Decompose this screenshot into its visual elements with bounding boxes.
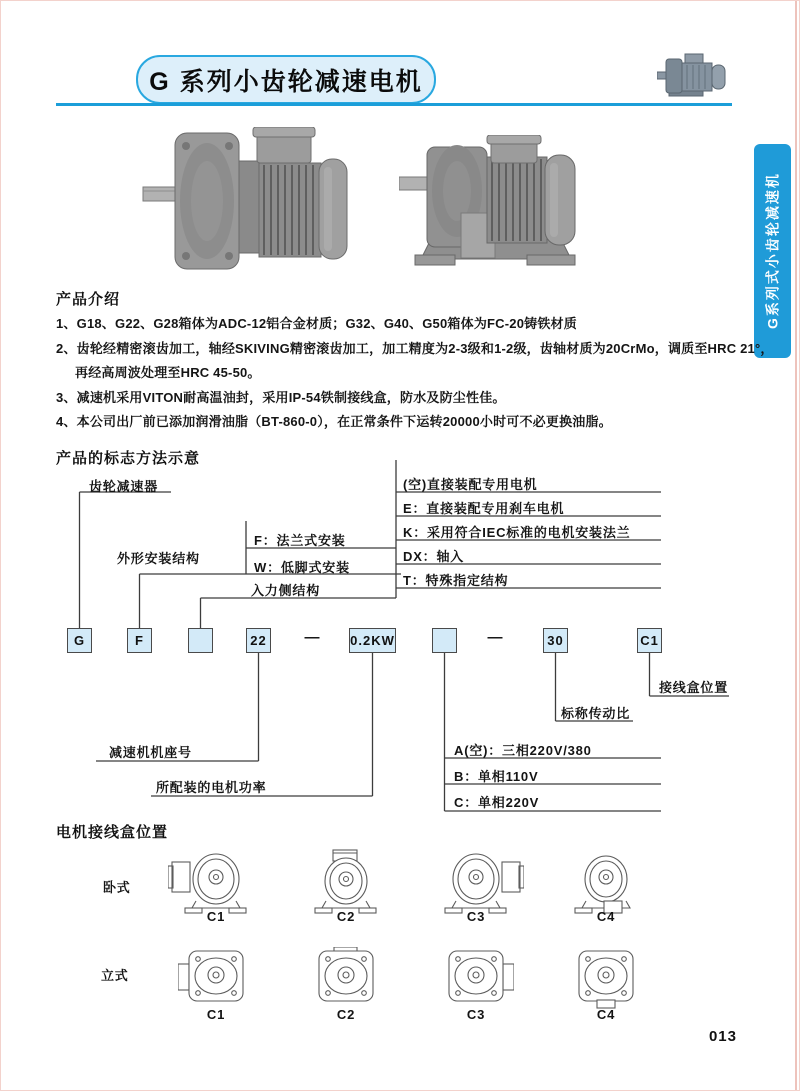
banner-underline (56, 103, 732, 106)
label-voltage-a: A(空)：三相220V/380 (454, 743, 592, 758)
label-mount-option-f: F：法兰式安装 (254, 533, 346, 548)
code-box-voltage (432, 628, 457, 653)
label-input-side: 入力侧结构 (251, 583, 321, 598)
label-voltage-b: B：单相110V (454, 769, 539, 784)
label-mount-option-w: W：低脚式安装 (254, 560, 350, 575)
intro-item-3: 3、减速机采用VITON耐高温油封，采用IP-54铁制接线盒，防水及防尘性佳。 (56, 390, 506, 405)
foot-motor-sketch-c1 (168, 849, 264, 915)
label-input-option-t: T：特殊指定结构 (403, 573, 509, 588)
flange-motor-sketch-c4 (568, 947, 644, 1009)
code-box-frame: 22 (246, 628, 271, 653)
label-gear-reducer: 齿轮减速器 (89, 479, 159, 494)
label-frame-number: 减速机机座号 (109, 745, 192, 760)
label-mount-structure: 外形安装结构 (117, 551, 200, 566)
position-label: C2 (336, 1007, 356, 1022)
row-label-horizontal: 卧式 (103, 880, 131, 895)
label-input-option-blank: (空)直接装配专用电机 (403, 477, 538, 492)
position-label: C3 (466, 909, 486, 924)
flange-motor-sketch-c1 (178, 947, 254, 1009)
foot-motor-sketch-c3 (428, 849, 524, 915)
page-title: G 系列小齿轮减速电机 (149, 67, 423, 96)
code-box-ratio: 30 (543, 628, 568, 653)
marking-heading: 产品的标志方法示意 (56, 450, 201, 467)
row-label-vertical: 立式 (101, 968, 129, 983)
intro-item-1: 1、G18、G22、G28箱体为ADC-12铝合金材质；G32、G40、G50箱体为FC-20铸铁材质 (56, 316, 577, 331)
flange-motor-sketch-c3 (438, 947, 514, 1009)
intro-item-2: 2、齿轮经精密滚齿加工，轴经SKIVING精密滚齿加工，加工精度为2-3级和1-2级，齿轴材质为20CrMo，调质至HRC 21°， (56, 341, 774, 356)
position-label: C4 (596, 1007, 616, 1022)
side-tab-label: G系列式小齿轮减速机 (764, 172, 781, 329)
page-number: 013 (708, 1028, 737, 1045)
marking-diagram-lines (1, 441, 800, 821)
code-separator-1: — (304, 629, 320, 646)
intro-item-2-cont: 再经高周波处理至HRC 45-50。 (75, 365, 261, 380)
foot-motor-photo (399, 135, 599, 270)
terminal-heading: 电机接线盒位置 (56, 824, 169, 841)
label-input-option-e: E：直接装配专用刹车电机 (403, 501, 565, 516)
flange-motor-sketch-c2 (308, 947, 384, 1009)
intro-item-4: 4、本公司出厂前已添加润滑油脂（BT-860-0），在正常条件下运转20000小时可不必更换油脂。 (56, 414, 612, 429)
label-motor-power: 所配装的电机功率 (156, 780, 267, 795)
code-box-input (188, 628, 213, 653)
code-separator-2: — (487, 629, 503, 646)
label-terminal-box: 接线盒位置 (659, 680, 729, 695)
code-box-terminal: C1 (637, 628, 662, 653)
position-label: C4 (596, 909, 616, 924)
label-voltage-c: C：单相220V (454, 795, 540, 810)
side-tab (754, 144, 791, 358)
label-ratio: 标称传动比 (561, 706, 631, 721)
position-label: C1 (206, 909, 226, 924)
label-input-option-dx: DX：轴入 (403, 549, 465, 564)
code-box-f: F (127, 628, 152, 653)
foot-motor-sketch-c4 (558, 849, 654, 915)
code-box-power: 0.2KW (349, 628, 396, 653)
position-label: C2 (336, 909, 356, 924)
label-input-option-k: K：采用符合IEC标准的电机安装法兰 (403, 525, 631, 540)
title-banner (136, 55, 436, 104)
flange-motor-photo (141, 127, 351, 277)
foot-motor-sketch-c2 (298, 849, 394, 915)
code-box-g: G (67, 628, 92, 653)
position-label: C3 (466, 1007, 486, 1022)
mini-motor-icon (657, 53, 731, 99)
intro-heading: 产品介绍 (56, 291, 121, 308)
position-label: C1 (206, 1007, 226, 1022)
